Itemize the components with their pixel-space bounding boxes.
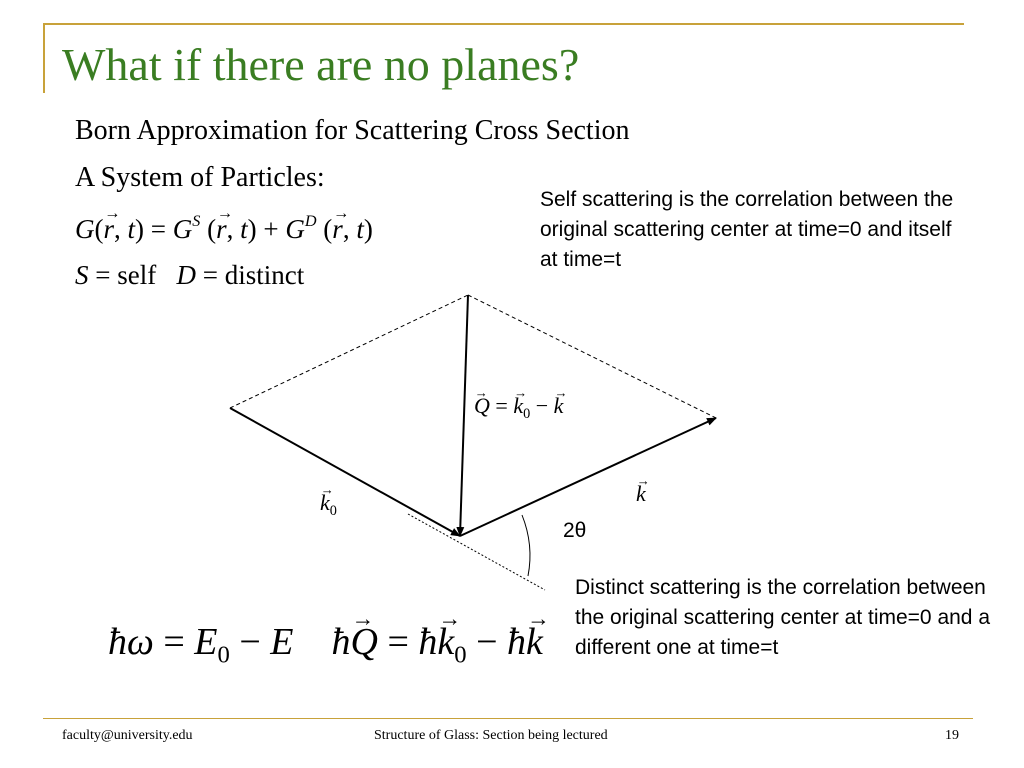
- angle-arc: [522, 515, 530, 576]
- k-vector-arrow: [460, 418, 716, 536]
- q-equation-label: → Q = → $k_0$ − → k: [474, 393, 563, 423]
- page-number: 19: [945, 728, 959, 743]
- g-sum-equation: G(→ r, $t) = G^S$ (→ r, $t) + G^D$ (→ r, t): [75, 212, 373, 245]
- self-distinct-definition: S = self D = distinct: [75, 260, 305, 290]
- q-vector-arrow: [460, 295, 468, 536]
- dashed-edge-left: [230, 295, 468, 408]
- slide-title: What if there are no planes?: [62, 39, 580, 90]
- self-scattering-note: Self scattering is the correlation between the original scattering center at time=0 and itself at time=t: [540, 188, 954, 271]
- k0-extension-dotted: [408, 514, 545, 590]
- system-label: A System of Particles:: [75, 162, 325, 193]
- k0-label: → $k_0$: [320, 490, 337, 520]
- k0-vector-arrow: [230, 408, 460, 536]
- k-label: → k: [636, 481, 646, 507]
- distinct-scattering-note: Distinct scattering is the correlation between the original scattering center at time=0 and a different one at time=t: [575, 576, 990, 659]
- footer-course: Structure of Glass: Section being lectured: [374, 728, 608, 743]
- subtitle: Born Approximation for Scattering Cross Section: [75, 115, 630, 146]
- energy-momentum-equation: ħω = $E_0 - E$ ħ→ Q = ħ→ $k_0$ − ħ→ k: [108, 620, 543, 670]
- footer-email: faculty@university.edu: [62, 728, 193, 743]
- footer-rule: [43, 718, 973, 719]
- angle-label: 2θ: [563, 519, 587, 542]
